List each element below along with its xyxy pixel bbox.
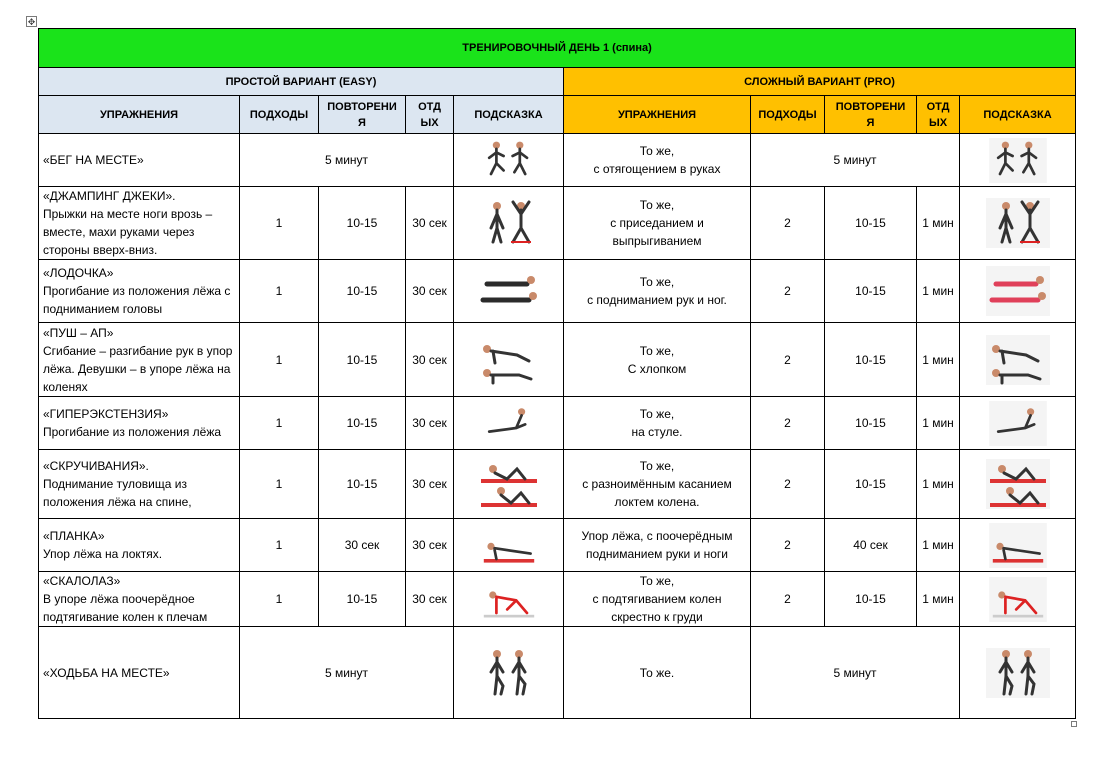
easy-rest bbox=[406, 323, 454, 397]
dumbbell-run-icon bbox=[985, 138, 1051, 183]
hint-image-cell bbox=[454, 323, 564, 397]
pro-exercise-description-text: То же, с подниманием рук и ног. bbox=[587, 275, 727, 307]
pro-sets bbox=[751, 450, 825, 519]
col-rest-pro bbox=[917, 96, 960, 134]
pro-rest-text: 1 мин bbox=[922, 216, 954, 230]
easy-exercise-name: «ПЛАНКА» bbox=[43, 529, 105, 543]
hint-image-cell bbox=[454, 627, 564, 719]
easy-reps-text: 10-15 bbox=[346, 477, 378, 491]
easy-duration-text: 5 минут bbox=[324, 665, 369, 680]
col-reps-pro-label: ПОВТОРЕНИЯ bbox=[835, 100, 906, 129]
squat-jump-icon bbox=[985, 198, 1051, 248]
easy-sets bbox=[240, 187, 319, 260]
table-row bbox=[39, 450, 1076, 519]
easy-exercise-cell bbox=[39, 519, 240, 572]
easy-exercise-name: «БЕГ НА МЕСТЕ» bbox=[43, 153, 144, 167]
col-exercises-easy: УПРАЖНЕНИЯ bbox=[39, 96, 240, 134]
pro-exercise-description-text: То же, С хлопком bbox=[627, 343, 687, 376]
easy-exercise-cell bbox=[39, 323, 240, 397]
easy-sets bbox=[240, 397, 319, 450]
easy-sets bbox=[240, 572, 319, 627]
pro-reps bbox=[825, 397, 917, 450]
table-row bbox=[39, 187, 1076, 260]
easy-rest bbox=[406, 519, 454, 572]
easy-reps-text: 10-15 bbox=[346, 416, 378, 430]
col-rest-pro-label: ОТДЫХ bbox=[926, 100, 950, 129]
pro-rest bbox=[917, 572, 960, 627]
col-hint-pro: ПОДСКАЗКА bbox=[960, 96, 1076, 134]
pro-exercise-description bbox=[564, 627, 751, 719]
hint-image-cell bbox=[454, 187, 564, 260]
col-reps-pro bbox=[825, 96, 917, 134]
easy-reps bbox=[319, 323, 406, 397]
pro-rest bbox=[917, 450, 960, 519]
pro-reps bbox=[825, 187, 917, 260]
easy-sets bbox=[240, 519, 319, 572]
col-hint-easy: ПОДСКАЗКА bbox=[454, 96, 564, 134]
col-sets-pro: ПОДХОДЫ bbox=[751, 96, 825, 134]
table-row bbox=[39, 134, 1076, 187]
pro-sets-text: 2 bbox=[784, 352, 791, 367]
pro-duration-text: 5 минут bbox=[833, 665, 877, 680]
hint-image-cell bbox=[960, 519, 1076, 572]
easy-reps bbox=[319, 519, 406, 572]
easy-sets-text: 1 bbox=[275, 538, 283, 552]
easy-rest bbox=[406, 260, 454, 323]
hint-image-cell bbox=[960, 450, 1076, 519]
easy-exercise-name: «СКАЛОЛАЗ» bbox=[43, 574, 121, 588]
boat-pose-icon bbox=[476, 266, 542, 316]
pro-sets bbox=[751, 397, 825, 450]
pro-sets-text: 2 bbox=[784, 538, 791, 552]
easy-exercise-cell bbox=[39, 134, 240, 187]
easy-reps-text: 10-15 bbox=[346, 352, 378, 367]
easy-reps-text: 30 сек bbox=[344, 538, 380, 552]
cross-crunch-icon bbox=[985, 459, 1051, 509]
easy-exercise-name: «ЛОДОЧКА» bbox=[43, 266, 114, 280]
pro-rest bbox=[917, 323, 960, 397]
pro-sets-text: 2 bbox=[784, 592, 791, 606]
easy-rest-text: 30 сек bbox=[412, 477, 447, 491]
pro-reps-text: 10-15 bbox=[855, 416, 886, 430]
pro-exercise-description-text: То же, с разноимённым касанием локтем колена. bbox=[582, 459, 732, 509]
pro-exercise-description-text: Упор лёжа, с поочерёдным подниманием руки и ноги bbox=[581, 529, 733, 561]
col-rest-easy-label: ОТДЫХ bbox=[418, 100, 441, 129]
pro-rest bbox=[917, 187, 960, 260]
pro-duration-text: 5 минут bbox=[833, 153, 877, 167]
easy-exercise-name: «СКРУЧИВАНИЯ». bbox=[43, 459, 149, 473]
pro-sets bbox=[751, 572, 825, 627]
pro-reps-text: 40 сек bbox=[853, 538, 888, 552]
easy-exercise-cell bbox=[39, 572, 240, 627]
pro-exercise-description-text: То же. bbox=[639, 665, 675, 680]
pro-exercise-description-text: То же, с отягощением в руках bbox=[593, 144, 721, 176]
hint-image-cell bbox=[454, 397, 564, 450]
easy-duration bbox=[240, 627, 454, 719]
easy-rest bbox=[406, 450, 454, 519]
pro-duration bbox=[751, 134, 960, 187]
hint-image-cell bbox=[454, 572, 564, 627]
easy-exercise-cell bbox=[39, 627, 240, 719]
easy-exercise-description: Прогибание из положения лёжа с подниманием головы bbox=[43, 284, 231, 316]
pro-exercise-description bbox=[564, 187, 751, 260]
pro-exercise-description bbox=[564, 519, 751, 572]
pro-variant-header: СЛОЖНЫЙ ВАРИАНТ (PRO) bbox=[564, 68, 1076, 96]
pro-exercise-description bbox=[564, 323, 751, 397]
hint-image-cell bbox=[454, 260, 564, 323]
easy-reps bbox=[319, 260, 406, 323]
easy-rest bbox=[406, 572, 454, 627]
table-row bbox=[39, 260, 1076, 323]
easy-exercise-name: «ГИПЕРЭКСТЕНЗИЯ» bbox=[43, 407, 169, 421]
easy-sets-text: 1 bbox=[275, 352, 283, 367]
hint-image-cell bbox=[960, 323, 1076, 397]
hint-image-cell bbox=[960, 397, 1076, 450]
clap-push-up-icon bbox=[985, 335, 1051, 385]
easy-sets bbox=[240, 323, 319, 397]
easy-exercise-name: «ХОДЬБА НА МЕСТЕ» bbox=[43, 665, 170, 680]
pro-reps-text: 10-15 bbox=[855, 352, 886, 367]
cross-climber-icon bbox=[985, 577, 1051, 622]
pro-sets bbox=[751, 260, 825, 323]
page-title: ТРЕНИРОВОЧНЫЙ ДЕНЬ 1 (спина) bbox=[39, 29, 1076, 68]
easy-sets-text: 1 bbox=[275, 284, 283, 298]
col-sets-easy: ПОДХОДЫ bbox=[240, 96, 319, 134]
pro-sets bbox=[751, 519, 825, 572]
training-table bbox=[38, 28, 1076, 719]
easy-sets-text: 1 bbox=[275, 216, 283, 230]
running-figure-icon bbox=[476, 138, 542, 183]
table-resize-handle[interactable] bbox=[1071, 721, 1077, 727]
pro-exercise-description bbox=[564, 397, 751, 450]
hint-image-cell bbox=[454, 134, 564, 187]
easy-exercise-cell bbox=[39, 397, 240, 450]
easy-variant-header: ПРОСТОЙ ВАРИАНТ (EASY) bbox=[39, 68, 564, 96]
pro-reps bbox=[825, 260, 917, 323]
pro-rest-text: 1 мин bbox=[922, 477, 954, 491]
pro-sets-text: 2 bbox=[784, 416, 791, 430]
pro-rest bbox=[917, 260, 960, 323]
pro-sets-text: 2 bbox=[784, 477, 791, 491]
easy-exercise-name: «ПУШ – АП» bbox=[43, 325, 114, 340]
pro-rest-text: 1 мин bbox=[922, 592, 954, 606]
easy-exercise-description: Упор лёжа на локтях. bbox=[43, 547, 163, 561]
col-rest-easy bbox=[406, 96, 454, 134]
easy-sets-text: 1 bbox=[275, 416, 283, 430]
pro-rest bbox=[917, 519, 960, 572]
walking-figure-icon bbox=[476, 648, 542, 698]
hint-image-cell bbox=[960, 627, 1076, 719]
easy-exercise-name: «ДЖАМПИНГ ДЖЕКИ». bbox=[43, 189, 176, 203]
easy-rest-text: 30 сек bbox=[412, 416, 447, 430]
pro-reps-text: 10-15 bbox=[855, 216, 886, 230]
superman-pose-icon bbox=[985, 266, 1051, 316]
easy-rest bbox=[406, 397, 454, 450]
easy-rest-text: 30 сек bbox=[412, 284, 447, 298]
pro-exercise-description bbox=[564, 134, 751, 187]
hint-image-cell bbox=[960, 134, 1076, 187]
pro-reps bbox=[825, 572, 917, 627]
easy-exercise-description: Сгибание – разгибание рук в упор лёжа. Девушки – в упоре лёжа на коленях bbox=[43, 343, 233, 394]
easy-exercise-description: В упоре лёжа поочерёдное подтягивание колен к плечам bbox=[43, 592, 208, 624]
table-row bbox=[39, 323, 1076, 397]
table-row bbox=[39, 519, 1076, 572]
pro-rest-text: 1 мин bbox=[922, 284, 954, 298]
pro-exercise-description-text: То же, с подтягиванием колен скрестно к груди bbox=[592, 574, 722, 624]
easy-reps bbox=[319, 450, 406, 519]
pro-exercise-description bbox=[564, 572, 751, 627]
pro-exercise-description-text: То же, на стуле. bbox=[631, 407, 683, 439]
easy-rest bbox=[406, 187, 454, 260]
hint-image-cell bbox=[960, 187, 1076, 260]
hint-image-cell bbox=[454, 450, 564, 519]
easy-rest-text: 30 сек bbox=[412, 216, 447, 230]
col-reps-easy bbox=[319, 96, 406, 134]
easy-reps-text: 10-15 bbox=[346, 592, 378, 606]
easy-reps bbox=[319, 572, 406, 627]
mountain-climber-icon bbox=[476, 577, 542, 622]
table-move-handle[interactable]: ✥ bbox=[27, 17, 36, 27]
table-row bbox=[39, 627, 1076, 719]
pro-reps-text: 10-15 bbox=[855, 477, 886, 491]
easy-duration-text: 5 минут bbox=[324, 153, 369, 167]
easy-sets-text: 1 bbox=[275, 592, 283, 606]
high-knee-walk-icon bbox=[985, 648, 1051, 698]
col-reps-easy-label: ПОВТОРЕНИЯ bbox=[327, 100, 397, 129]
pro-reps-text: 10-15 bbox=[855, 284, 886, 298]
easy-reps bbox=[319, 397, 406, 450]
pro-rest-text: 1 мин bbox=[922, 416, 954, 430]
hint-image-cell bbox=[960, 260, 1076, 323]
easy-rest-text: 30 сек bbox=[412, 352, 447, 367]
hyperextension-icon bbox=[476, 401, 542, 446]
pro-reps bbox=[825, 323, 917, 397]
easy-sets bbox=[240, 260, 319, 323]
easy-exercise-description: Прогибание из положения лёжа bbox=[43, 425, 222, 439]
easy-reps bbox=[319, 187, 406, 260]
pro-duration bbox=[751, 627, 960, 719]
easy-sets bbox=[240, 450, 319, 519]
hint-image-cell bbox=[960, 572, 1076, 627]
easy-rest-text: 30 сек bbox=[412, 538, 447, 552]
pro-sets-text: 2 bbox=[784, 216, 791, 230]
easy-exercise-description: Поднимание туловища из положения лёжа на спине, bbox=[43, 477, 192, 509]
easy-exercise-cell bbox=[39, 260, 240, 323]
table-row bbox=[39, 397, 1076, 450]
pro-rest bbox=[917, 397, 960, 450]
pro-reps bbox=[825, 450, 917, 519]
pro-rest-text: 1 мин bbox=[922, 538, 954, 552]
easy-exercise-description: Прыжки на месте ноги врозь – вместе, махи руками через стороны вверх-вниз. bbox=[43, 207, 213, 257]
plank-icon bbox=[476, 523, 542, 568]
pro-reps-text: 10-15 bbox=[855, 592, 886, 606]
push-up-icon bbox=[476, 335, 542, 385]
jumping-jack-icon bbox=[476, 198, 542, 248]
easy-reps-text: 10-15 bbox=[346, 284, 378, 298]
col-exercises-pro: УПРАЖНЕНИЯ bbox=[564, 96, 751, 134]
hint-image-cell bbox=[454, 519, 564, 572]
pro-exercise-description bbox=[564, 260, 751, 323]
easy-exercise-cell bbox=[39, 187, 240, 260]
easy-duration bbox=[240, 134, 454, 187]
pro-sets-text: 2 bbox=[784, 284, 791, 298]
pro-reps bbox=[825, 519, 917, 572]
pro-exercise-description-text: То же, с приседанием и выпрыгиванием bbox=[610, 198, 704, 248]
easy-exercise-cell bbox=[39, 450, 240, 519]
crunch-icon bbox=[476, 459, 542, 509]
plank-lift-icon bbox=[985, 523, 1051, 568]
easy-reps-text: 10-15 bbox=[346, 216, 378, 230]
pro-rest-text: 1 мин bbox=[922, 352, 954, 367]
table-row bbox=[39, 572, 1076, 627]
pro-sets bbox=[751, 323, 825, 397]
chair-hyperextension-icon bbox=[985, 401, 1051, 446]
pro-sets bbox=[751, 187, 825, 260]
pro-exercise-description bbox=[564, 450, 751, 519]
easy-sets-text: 1 bbox=[275, 477, 283, 491]
easy-rest-text: 30 сек bbox=[412, 592, 447, 606]
